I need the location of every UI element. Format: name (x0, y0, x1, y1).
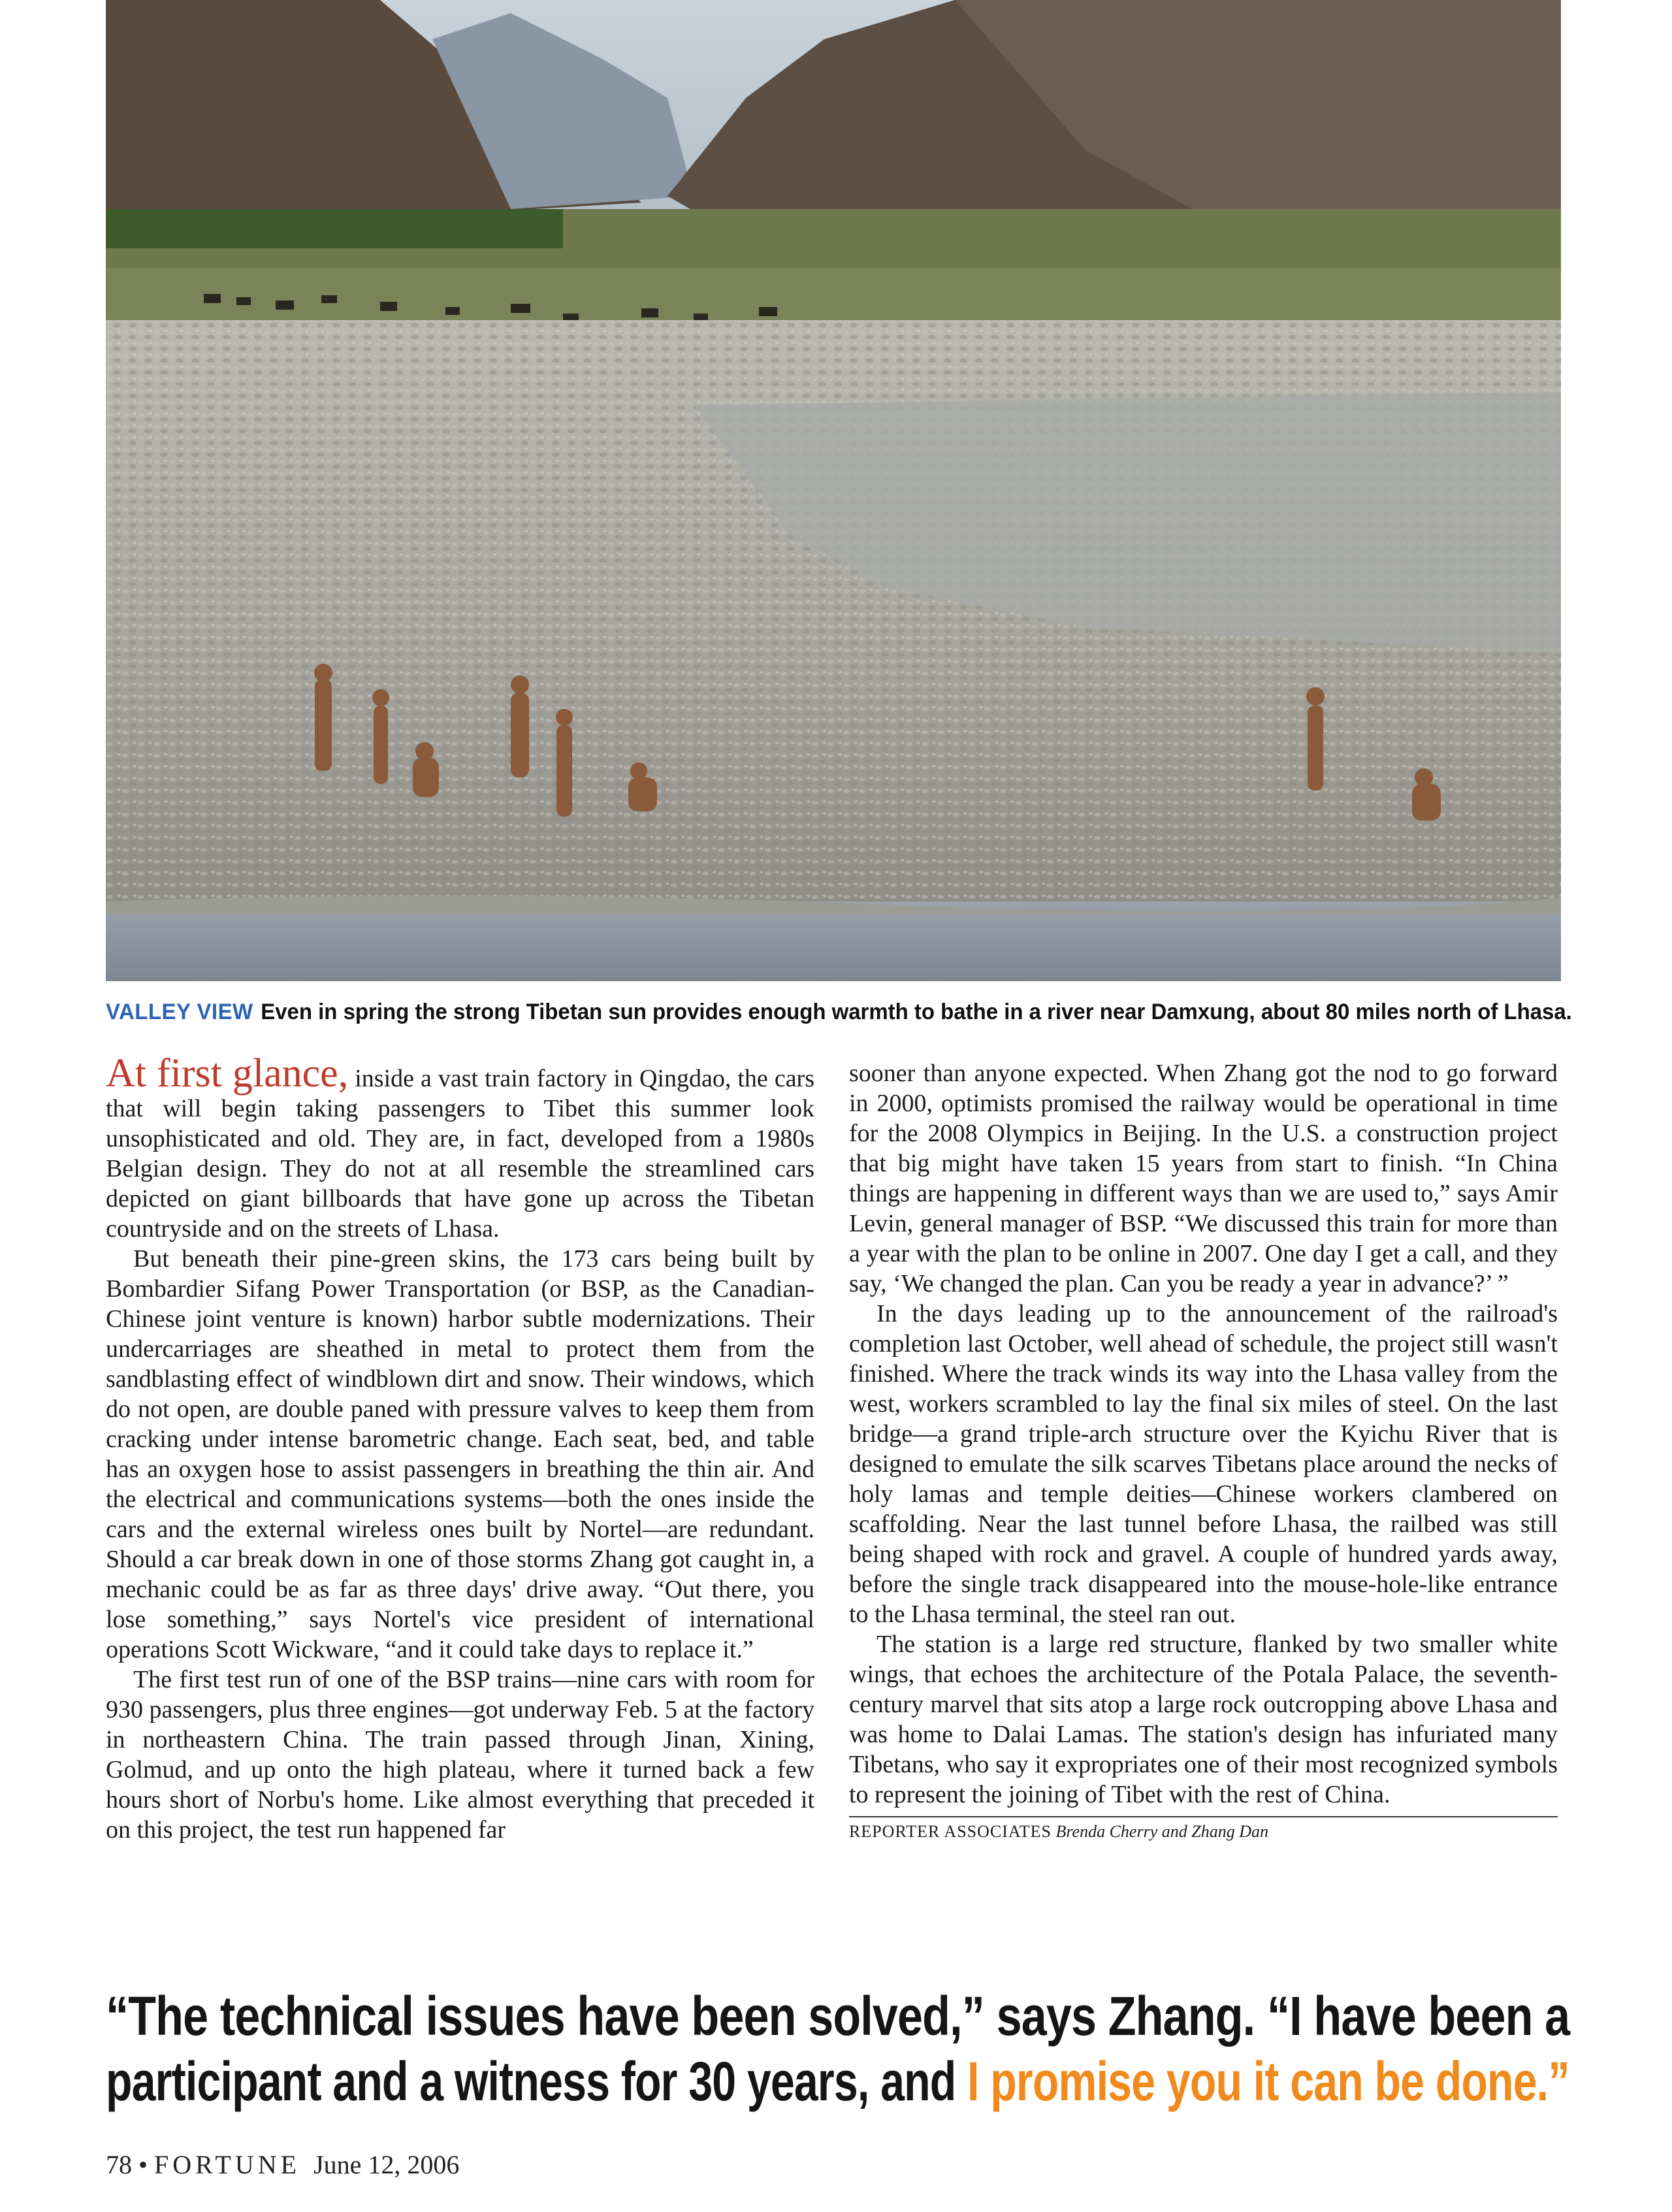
pull-quote-line-2-main: participant and a witness for 30 years, and (106, 2051, 968, 2112)
pull-quote-line-1: “The technical issues have been solved,” says Zhang. “I have been a (106, 1985, 1570, 2047)
photo-caption (106, 1000, 1572, 1025)
reporter-credits (849, 1816, 1558, 1842)
landscape-photo-icon (106, 0, 1561, 981)
page-folio (106, 2149, 459, 2180)
paragraph-4: sooner than anyone expected. When Zhang got the nod to go forward in 2000, optimists promised the railway would be operational in time for the 2008 Olympics in Beijing. In the U.S. a construction project that big might have taken 15 years from start to finish. “In China things are happening in different ways than we are used to,” says Amir Levin, general manager of BSP. “We discussed this train for more than a year with the plan to be online in 2007. One day I get a call, and they say, ‘We changed the plan. Can you be ready a year in advance?’ ” (849, 1060, 1558, 1297)
pull-quote-line-2 (106, 2049, 1569, 2114)
paragraph-2: But beneath their pine-green skins, the 173 cars being built by Bombardier Sifang Power Transportation (or BSP, as the Canadian-Chinese joint venture is known) harbor subtle modernizations. Their undercarriages are sheathed in metal to protect them from the sandblasting effect of windblown dirt and snow. Their windows, which do not open, are double paned with pressure valves to keep them from cracking under intense barometric change. Each seat, bed, and table has an oxygen hose to assist passengers in breathing the thin air. And the electrical and communications systems—both the ones inside the cars and the external wireless ones built by Nortel—are redundant. Should a car break down in one of those storms Zhang got caught in, a mechanic could be as far as three days' drive away. “Out there, you lose something,” says Nortel's vice president of international operations Scott Wickware, “and it could take days to replace it.” (106, 1245, 814, 1663)
pull-quote-highlight: I promise you it can be done.” (967, 2051, 1569, 2112)
credits-names: Brenda Cherry and Zhang Dan (1055, 1822, 1268, 1841)
paragraph-5: In the days leading up to the announcement of the railroad's completion last October, well ahead of schedule, the project still wasn't finished. Where the track winds its way into the Lhasa valley from the west, workers scrambled to lay the final six miles of steel. On the last bridge—a grand triple-arch structure over the Kyichu River that is designed to emulate the silk scarves Tibetans place around the necks of holy lamas and temple deities—Chinese workers clambered on scaffolding. Near the last tunnel before Lhasa, the railbed was still being shaped with rock and gravel. A couple of hundred yards away, before the single track disappeared into the mouse-hole-like entrance to the Lhasa terminal, the steel ran out. (849, 1300, 1558, 1628)
paragraph-1 (106, 1051, 814, 1244)
caption-text: Even in spring the strong Tibetan sun provides enough warmth to bathe in a river near Damxung, about 80 miles north of Lhasa. (261, 1000, 1572, 1024)
paragraph-1-text: inside a vast train factory in Qingdao, the cars that will begin taking passengers to Tibet this summer look unsophisticated and old. They are, in fact, developed from a 1980s Belgian design. They do not at all resemble the streamlined cars depicted on giant billboards that have gone up across the Tibetan countryside and on the streets of Lhasa. (106, 1065, 814, 1243)
lead-in: At first glance, (106, 1051, 349, 1096)
issue-date: June 12, 2006 (314, 2150, 460, 2179)
caption-label: VALLEY VIEW (106, 1000, 253, 1024)
pull-quote (106, 1983, 1569, 2114)
credits-label: REPORTER ASSOCIATES (849, 1822, 1052, 1841)
paragraph-6: The station is a large red structure, flanked by two smaller white wings, that echoes the architecture of the Potala Palace, the seventh-century marvel that sits atop a large rock outcropping above Lhasa and was home to Dalai Lamas. The station's design has infuriated many Tibetans, who say it expropriates one of their most recognized symbols to represent the joining of Tibet with the rest of China. (849, 1631, 1558, 1808)
article-column-right (849, 1058, 1558, 1842)
page-number: 78 (106, 2150, 132, 2179)
magazine-name: FORTUNE (154, 2150, 301, 2179)
article-column-left (106, 1051, 814, 1845)
folio-separator: • (132, 2150, 155, 2179)
article-photo (106, 0, 1561, 981)
paragraph-3: The first test run of one of the BSP trains—nine cars with room for 930 passengers, plus three engines—got underway Feb. 5 at the factory in northeastern China. The train passed through Jinan, Xining, Golmud, and up onto the high plateau, where it turned back a few hours short of Norbu's home. Like almost everything that preceded it on this project, the test run happened far (106, 1666, 814, 1844)
